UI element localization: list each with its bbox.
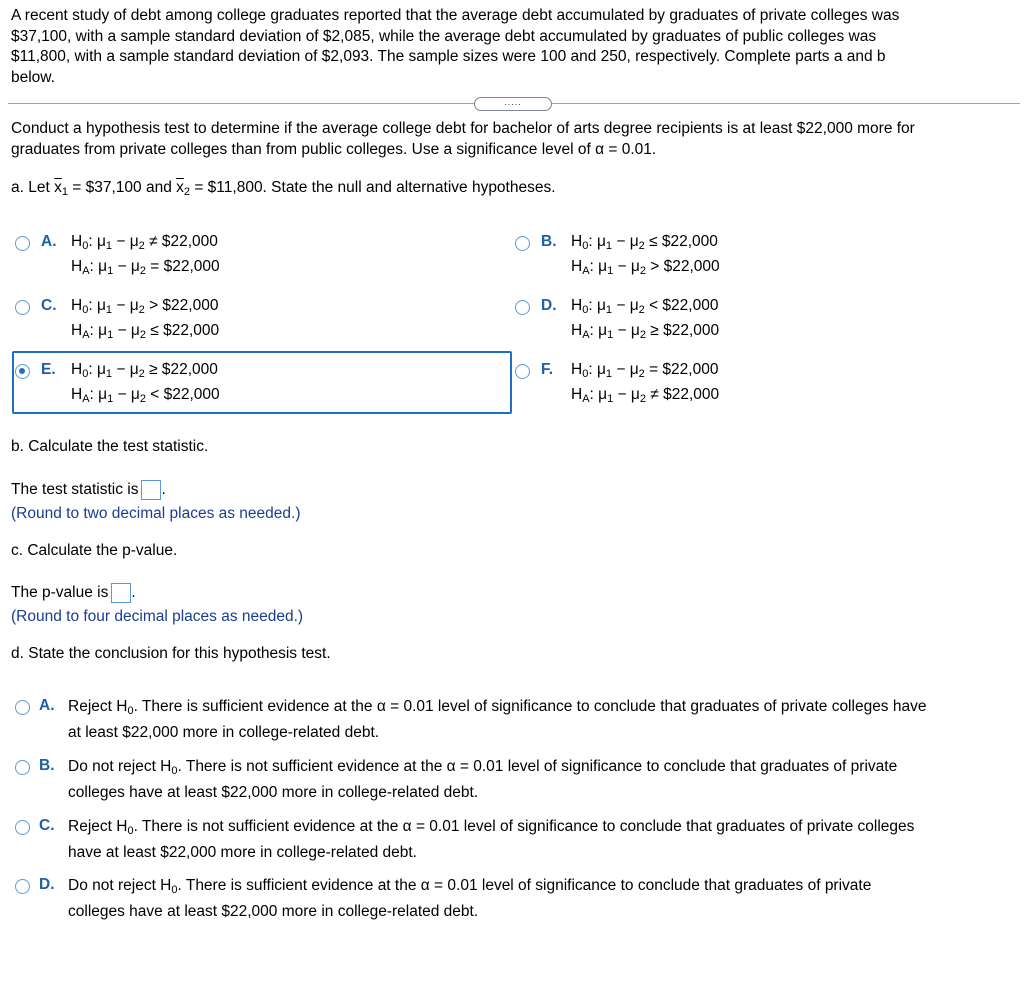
option-letter: B. [39, 757, 55, 774]
intro-line: $11,800, with a sample standard deviation of $2,093. The sample sizes were 100 and 250, respectively. Complete parts a and b [11, 48, 886, 65]
conclusion-text: Reject $H_0$. There is not sufficient evidence at the α = 0.01 level of significance to conclude that graduates of private colleges have at least $22,000 more in college-related debt. [68, 818, 915, 861]
hypothesis-line: $H_0$: $\mu_1 - \mu_2$ ≥ $22,000 [71, 361, 218, 380]
option-letter: D. [39, 876, 55, 893]
part-a-suffix: = $11,800. State the null and alternative hypotheses. [190, 179, 556, 196]
intro-line: below. [11, 68, 55, 86]
hypothesis-line: $H_A$: $\mu_1 - \mu_2$ = $22,000 [71, 258, 220, 277]
option-letter: A. [41, 233, 57, 250]
radio-button[interactable] [15, 236, 30, 251]
intro-line: $37,100, with a sample standard deviation of $2,085, while the average debt accumulated by graduates of public colleges was [11, 27, 877, 45]
period: . [131, 584, 136, 602]
radio-button[interactable] [15, 300, 30, 315]
question-line: graduates from private colleges than from public colleges. Use a significance level of α = 0.01. [11, 140, 657, 158]
test-statistic-row [11, 480, 166, 500]
option-letter: F. [541, 361, 554, 378]
p-value-input[interactable] [111, 583, 131, 603]
radio-button[interactable] [515, 236, 530, 251]
round-hint: (Round to four decimal places as needed.) [11, 608, 304, 625]
hypothesis-line: $H_A$: $\mu_1 - \mu_2$ ≥ $22,000 [571, 322, 720, 341]
question-text [11, 119, 1011, 160]
subscript: 1 [61, 186, 68, 198]
hypothesis-line: $H_A$: $\mu_1 - \mu_2$ < $22,000 [71, 386, 220, 405]
option-letter: C. [39, 817, 55, 834]
p-value-label: The p-value is [11, 584, 109, 602]
part-d-title: d. State the conclusion for this hypothesis test. [11, 645, 331, 662]
option-letter: B. [541, 233, 557, 250]
option-letter: D. [541, 297, 557, 314]
option-letter: E. [41, 361, 56, 378]
period: . [161, 481, 166, 499]
p-value-row [11, 583, 136, 603]
radio-button[interactable] [15, 700, 30, 715]
question-line: Conduct a hypothesis test to determine if the average college debt for bachelor of arts degree recipients is at least $22,000 more for [11, 120, 915, 137]
hypothesis-line: $H_0$: $\mu_1 - \mu_2$ < $22,000 [571, 297, 719, 316]
conclusion-text: Do not reject $H_0$. There is not sufficient evidence at the α = 0.01 level of significance to conclude that graduates of private colleges have at least $22,000 more in college-related debt. [68, 758, 898, 801]
conclusion-text: Reject $H_0$. There is sufficient evidence at the α = 0.01 level of significance to conclude that graduates of private colleges have at least $22,000 more in college-related debt. [68, 698, 927, 741]
part-a-mid: = $37,100 and $\overline{x}$ [67, 179, 184, 196]
radio-button[interactable] [15, 760, 30, 775]
hypothesis-line: $H_A$: $\mu_1 - \mu_2$ ≤ $22,000 [71, 322, 220, 341]
radio-button[interactable] [15, 820, 30, 835]
expand-more-button[interactable]: ..... [474, 97, 552, 111]
hypothesis-line: $H_A$: $\mu_1 - \mu_2$ > $22,000 [571, 258, 720, 277]
intro-line: A recent study of debt among college graduates reported that the average debt accumulated by graduates of private colleges was [11, 7, 900, 24]
radio-button[interactable] [15, 879, 30, 894]
problem-intro [11, 6, 1011, 88]
round-hint: (Round to two decimal places as needed.) [11, 505, 301, 522]
test-statistic-label: The test statistic is [11, 481, 139, 499]
hypothesis-line: $H_0$: $\mu_1 - \mu_2$ ≤ $22,000 [571, 233, 718, 252]
hypothesis-line: $H_0$: $\mu_1 - \mu_2$ = $22,000 [571, 361, 719, 380]
hypothesis-line: $H_0$: $\mu_1 - \mu_2$ ≠ $22,000 [71, 233, 218, 252]
part-a-prompt [11, 179, 556, 197]
conclusion-text: Do not reject $H_0$. There is sufficient evidence at the α = 0.01 level of significance to conclude that graduates of private colleges have at least $22,000 more in college-related debt. [68, 877, 872, 920]
part-c-title: c. Calculate the p-value. [11, 542, 178, 559]
hypothesis-line: $H_A$: $\mu_1 - \mu_2$ ≠ $22,000 [571, 386, 720, 405]
part-a-prefix: a. Let $\overline{x}$ [11, 179, 62, 196]
radio-button[interactable] [515, 300, 530, 315]
option-letter: A. [39, 697, 55, 714]
option-letter: C. [41, 297, 57, 314]
test-statistic-input[interactable] [141, 480, 161, 500]
radio-button[interactable] [15, 364, 30, 379]
part-b-title: b. Calculate the test statistic. [11, 438, 209, 455]
radio-button[interactable] [515, 364, 530, 379]
subscript: 2 [183, 186, 191, 198]
hypothesis-line: $H_0$: $\mu_1 - \mu_2$ > $22,000 [71, 297, 219, 316]
